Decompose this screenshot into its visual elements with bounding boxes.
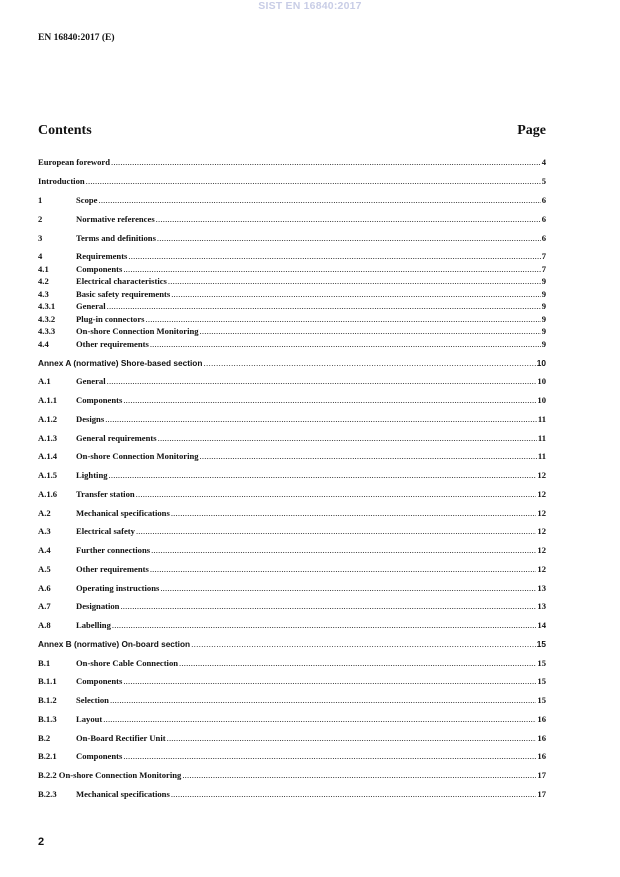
page-column-label: Page <box>517 123 546 138</box>
toc-dot-leader <box>182 770 536 780</box>
toc-entry-page: 13 <box>537 583 546 593</box>
toc-entry-page: 15 <box>537 695 546 705</box>
toc-dot-leader <box>110 695 536 705</box>
toc-entry-page: 10 <box>536 358 546 368</box>
toc-entry[interactable] <box>38 545 546 555</box>
toc-entry-page: 9 <box>541 339 546 349</box>
toc-dot-leader <box>179 658 536 668</box>
toc-entry-title: Mechanical specifications <box>76 789 170 799</box>
toc-entry-page: 16 <box>537 714 546 724</box>
toc-entry-number: A.1.2 <box>38 414 58 424</box>
toc-entry-page: 7 <box>541 251 546 261</box>
toc-entry-title: General <box>76 376 106 386</box>
page-number: 2 <box>38 836 45 848</box>
toc-entry-page: 9 <box>541 276 546 286</box>
toc-entry-page: 17 <box>537 770 546 780</box>
toc-dot-leader <box>136 526 536 536</box>
toc-entry[interactable] <box>38 489 546 499</box>
toc-dot-leader <box>111 157 541 167</box>
toc-entry[interactable] <box>38 376 546 386</box>
toc-entry-page: 12 <box>537 489 546 499</box>
toc-entry-title: Selection <box>76 695 109 705</box>
contents-heading: Contents <box>38 123 92 138</box>
toc-dot-leader <box>107 301 541 311</box>
toc-entry-number: 4.3.2 <box>38 314 56 324</box>
toc-dot-leader <box>105 414 537 424</box>
toc-entry-title: Annex A (normative) Shore-based section <box>38 358 203 368</box>
toc-entry[interactable] <box>38 508 546 518</box>
toc-entry-number: A.8 <box>38 620 51 630</box>
toc-entry-page: 12 <box>537 470 546 480</box>
toc-entry-title: Labelling <box>76 620 111 630</box>
toc-entry-title: Further connections <box>76 545 151 555</box>
toc-entry-number: B.1 <box>38 658 51 668</box>
toc-entry-page: 6 <box>541 233 546 243</box>
toc-dot-leader <box>156 214 541 224</box>
toc-entry-page: 9 <box>541 301 546 311</box>
toc-entry-title: On-Board Rectifier Unit <box>76 733 166 743</box>
toc-entry-title: Layout <box>76 714 103 724</box>
toc-entry-number: A.1.4 <box>38 451 58 461</box>
toc-entry-page: 6 <box>541 214 546 224</box>
toc-entry-title: Components <box>76 395 123 405</box>
toc-entry[interactable] <box>38 658 546 668</box>
toc-entry[interactable] <box>38 339 546 349</box>
toc-entry-page: 12 <box>537 564 546 574</box>
toc-entry-number: 4 <box>38 251 43 261</box>
toc-entry-page: 11 <box>537 433 546 443</box>
toc-entry-page: 15 <box>537 658 546 668</box>
toc-entry-title: General requirements <box>76 433 157 443</box>
toc-entry-title: Introduction <box>38 176 85 186</box>
toc-entry[interactable] <box>38 564 546 574</box>
toc-entry-title: Other requirements <box>76 339 149 349</box>
toc-entry-page: 13 <box>537 601 546 611</box>
toc-dot-leader <box>168 276 541 286</box>
toc-entry-title: Components <box>76 676 123 686</box>
toc-entry[interactable] <box>38 176 546 186</box>
toc-entry-title: Scope <box>76 195 98 205</box>
toc-entry[interactable] <box>38 751 546 761</box>
toc-dot-leader <box>112 620 537 630</box>
toc-entry[interactable] <box>38 326 546 336</box>
toc-dot-leader <box>123 395 536 405</box>
toc-entry[interactable] <box>38 214 546 224</box>
toc-dot-leader <box>158 433 537 443</box>
toc-entry-title: Basic safety requirements <box>76 289 171 299</box>
toc-entry-number: 4.2 <box>38 276 49 286</box>
watermark: SIST EN 16840:2017 <box>258 0 362 12</box>
toc-entry-number: 4.3.1 <box>38 301 56 311</box>
toc-entry-number: A.1.5 <box>38 470 58 480</box>
toc-dot-leader <box>109 470 537 480</box>
toc-entry-title: Plug-in connectors <box>76 314 145 324</box>
toc-entry-page: 10 <box>537 395 546 405</box>
toc-entry[interactable] <box>38 601 546 611</box>
toc-entry-number: B.1.2 <box>38 695 57 705</box>
toc-entry-title: On-shore Connection Monitoring <box>76 326 199 336</box>
toc-entry-title: Normative references <box>76 214 155 224</box>
toc-entry[interactable] <box>38 195 546 205</box>
toc-entry[interactable] <box>38 251 546 261</box>
toc-dot-leader <box>157 233 541 243</box>
toc-entry[interactable] <box>38 233 546 243</box>
toc-entry-page: 9 <box>541 289 546 299</box>
toc-entry-number: 4.3 <box>38 289 49 299</box>
toc-entry[interactable] <box>38 639 546 649</box>
toc-entry-title: Mechanical specifications <box>76 508 170 518</box>
toc-entry-title: General <box>76 301 106 311</box>
toc-entry-number: A.6 <box>38 583 51 593</box>
toc-dot-leader <box>191 639 536 649</box>
toc-entry-title: European foreword <box>38 157 111 167</box>
toc-dot-leader <box>167 733 537 743</box>
toc-entry-page: 15 <box>536 639 546 649</box>
toc-dot-leader <box>107 376 537 386</box>
toc-dot-leader <box>171 508 537 518</box>
toc-entry-number: A.1 <box>38 376 51 386</box>
toc-entry[interactable] <box>38 470 546 480</box>
toc-entry-title: Operating instructions <box>76 583 160 593</box>
toc-entry-page: 12 <box>537 545 546 555</box>
toc-dot-leader <box>150 339 541 349</box>
toc-entry-number: A.5 <box>38 564 51 574</box>
toc-entry-number: A.1.6 <box>38 489 58 499</box>
toc-entry-page: 16 <box>537 751 546 761</box>
toc-entry-number: 4.4 <box>38 339 49 349</box>
toc-entry[interactable] <box>38 395 546 405</box>
toc-dot-leader <box>171 289 541 299</box>
toc-dot-leader <box>86 176 541 186</box>
toc-entry-title: Components <box>76 751 123 761</box>
toc-dot-leader <box>120 601 536 611</box>
toc-entry-title: Terms and definitions <box>76 233 156 243</box>
toc-entry-number: B.2 <box>38 733 51 743</box>
toc-entry-number: 4.1 <box>38 264 49 274</box>
toc-entry-title: Electrical safety <box>76 526 135 536</box>
toc-entry-page: 17 <box>537 789 546 799</box>
toc-entry-number: B.1.1 <box>38 676 57 686</box>
toc-entry[interactable] <box>38 789 546 799</box>
toc-entry-page: 10 <box>537 376 546 386</box>
toc-entry-page: 5 <box>541 176 546 186</box>
toc-entry-title: Transfer station <box>76 489 135 499</box>
toc-entry-page: 12 <box>537 526 546 536</box>
toc-dot-leader <box>160 583 536 593</box>
toc-entry-title: On-shore Connection Monitoring <box>76 451 199 461</box>
toc-entry[interactable] <box>38 314 546 324</box>
toc-dot-leader <box>150 564 537 574</box>
toc-entry-number: B.2.3 <box>38 789 57 799</box>
toc-entry-title: Designs <box>76 414 105 424</box>
toc-entry-page: 15 <box>537 676 546 686</box>
toc-entry-number: B.2.1 <box>38 751 57 761</box>
toc-entry-number: A.7 <box>38 601 51 611</box>
toc-entry-number: A.1.3 <box>38 433 58 443</box>
toc-entry-page: 6 <box>541 195 546 205</box>
toc-entry[interactable] <box>38 301 546 311</box>
toc-dot-leader <box>171 789 537 799</box>
toc-entry-title: Other requirements <box>76 564 149 574</box>
toc-entry-page: 4 <box>541 157 546 167</box>
toc-entry-page: 7 <box>541 264 546 274</box>
toc-dot-leader <box>123 264 540 274</box>
toc-entry-page: 16 <box>537 733 546 743</box>
toc-entry-title: Requirements <box>76 251 128 261</box>
toc-entry-title: Designation <box>76 601 120 611</box>
toc-entry-page: 11 <box>537 414 546 424</box>
toc-entry[interactable] <box>38 676 546 686</box>
toc-dot-leader <box>151 545 536 555</box>
toc-entry-title: Electrical characteristics <box>76 276 167 286</box>
toc-dot-leader <box>128 251 540 261</box>
toc-dot-leader <box>200 451 537 461</box>
toc-entry-number: A.3 <box>38 526 51 536</box>
toc-dot-leader <box>103 714 536 724</box>
toc-entry[interactable] <box>38 276 546 286</box>
toc-entry[interactable] <box>38 620 546 630</box>
toc-entry[interactable] <box>38 414 546 424</box>
toc-entry[interactable] <box>38 157 546 167</box>
toc-entry[interactable] <box>38 733 546 743</box>
toc-entry-number: 2 <box>38 214 43 224</box>
toc-entry[interactable] <box>38 264 546 274</box>
toc-entry-number: B.1.3 <box>38 714 57 724</box>
toc-entry-page: 12 <box>537 508 546 518</box>
toc-entry-number: 3 <box>38 233 43 243</box>
toc-dot-leader <box>136 489 537 499</box>
toc-entry[interactable] <box>38 358 546 368</box>
toc-entry-title: On-shore Cable Connection <box>76 658 179 668</box>
toc-entry-number: A.4 <box>38 545 51 555</box>
toc-entry[interactable] <box>38 695 546 705</box>
toc-dot-leader <box>123 676 536 686</box>
toc-entry-number: 4.3.3 <box>38 326 56 336</box>
toc-entry-page: 9 <box>541 314 546 324</box>
toc-entry-title: Components <box>76 264 123 274</box>
toc-entry-title: Lighting <box>76 470 108 480</box>
toc-entry-title: Annex B (normative) On-board section <box>38 639 191 649</box>
toc-entry[interactable] <box>38 770 546 780</box>
toc-dot-leader <box>146 314 541 324</box>
toc-dot-leader <box>123 751 536 761</box>
toc-entry[interactable] <box>38 526 546 536</box>
toc-entry-title: B.2.2 On-shore Connection Monitoring <box>38 770 182 780</box>
toc-dot-leader <box>98 195 540 205</box>
toc-entry[interactable] <box>38 714 546 724</box>
toc-entry[interactable] <box>38 289 546 299</box>
toc-entry[interactable] <box>38 583 546 593</box>
toc-entry-page: 11 <box>537 451 546 461</box>
toc-entry-page: 9 <box>541 326 546 336</box>
toc-entry-number: A.2 <box>38 508 51 518</box>
toc-dot-leader <box>203 358 535 368</box>
toc-entry-number: A.1.1 <box>38 395 58 405</box>
toc-entry-number: 1 <box>38 195 43 205</box>
toc-dot-leader <box>200 326 541 336</box>
document-header: EN 16840:2017 (E) <box>38 33 115 43</box>
toc-entry[interactable] <box>38 451 546 461</box>
toc-entry[interactable] <box>38 433 546 443</box>
toc-entry-page: 14 <box>537 620 546 630</box>
